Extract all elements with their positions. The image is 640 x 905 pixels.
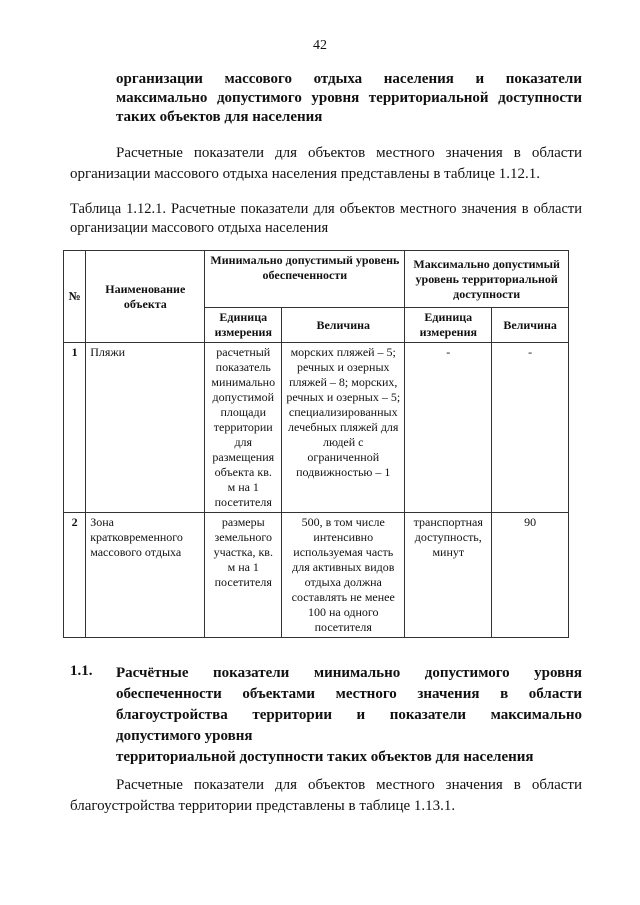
row-number: 1: [64, 343, 86, 513]
row-unit-max: транспортная доступность, минут: [405, 513, 492, 638]
header-value-max: Величина: [492, 308, 569, 343]
norms-table: [63, 250, 569, 638]
header-max-group: Максимально допустимый уровень территориальной доступности: [405, 251, 569, 308]
table-header-row: [64, 251, 569, 308]
section-title-line: Расчётные показатели минимально допустимого уровня: [116, 665, 582, 681]
section-number: 1.1.: [70, 663, 93, 679]
table-row: [64, 343, 569, 513]
intro-paragraph: Расчетные показатели для объектов местного значения в области организации массового отдыха населения представлены в таблице 1.12.1.: [70, 145, 582, 182]
section-title-line: обеспеченности объектами местного значения в области: [116, 686, 582, 702]
row-name: Пляжи: [86, 343, 205, 513]
header-value-min: Величина: [282, 308, 405, 343]
row-value-min: морских пляжей – 5; речных и озерных пляжей – 8; морских, речных и озерных – 5; специализированных лечебных пляжей для людей с ограниченной подвижностью – 1: [282, 343, 405, 513]
header-unit-max: Единица измерения: [405, 308, 492, 343]
row-value-max: -: [492, 343, 569, 513]
row-name: Зона кратковременного массового отдыха: [86, 513, 205, 638]
row-number: 2: [64, 513, 86, 638]
header-number: №: [64, 251, 86, 343]
row-unit-min: расчетный показатель минимально допустимой площади территории для размещения объекта кв. м на 1 посетителя: [205, 343, 282, 513]
header-unit-min: Единица измерения: [205, 308, 282, 343]
row-unit-max: -: [405, 343, 492, 513]
table-row: [64, 513, 569, 638]
section-title: [116, 663, 582, 768]
section-heading-continuation: [116, 70, 582, 127]
heading-line: таких объектов для населения: [116, 109, 323, 125]
section-title-line: территориальной доступности таких объектов для населения: [116, 749, 534, 765]
row-unit-min: размеры земельного участка, кв. м на 1 посетителя: [205, 513, 282, 638]
section-title-line: благоустройства территории и показатели максимально: [116, 707, 582, 723]
row-value-min: 500, в том числе интенсивно используемая часть для активных видов отдыха должна составлять не менее 100 на одного посетителя: [282, 513, 405, 638]
row-value-max: 90: [492, 513, 569, 638]
table-caption: Таблица 1.12.1. Расчетные показатели для объектов местного значения в области организации массового отдыха населения: [70, 201, 582, 236]
section-title-line: допустимого уровня: [116, 728, 253, 744]
header-object-name: Наименование объекта: [86, 251, 205, 343]
header-min-group: Минимально допустимый уровень обеспеченности: [205, 251, 405, 308]
page-number: 42: [313, 38, 327, 53]
heading-line: максимально допустимого уровня территориальной доступности: [116, 90, 582, 106]
heading-line: организации массового отдыха населения и показатели: [116, 71, 582, 87]
closing-paragraph: Расчетные показатели для объектов местного значения в области благоустройства территории представлены в таблице 1.13.1.: [70, 777, 582, 814]
